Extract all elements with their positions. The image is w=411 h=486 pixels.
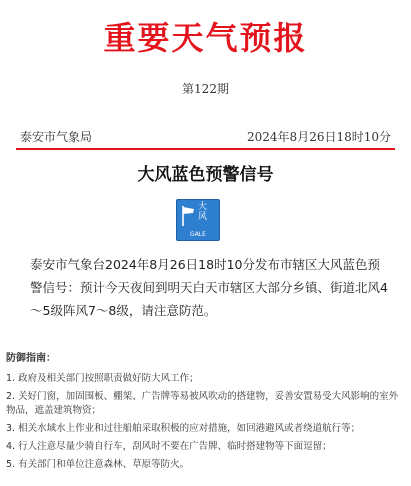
issue-datetime: 2024年8月26日18时10分	[247, 130, 391, 144]
icon-char-2: 风	[198, 212, 208, 222]
guide-title: 防御指南：	[6, 353, 56, 364]
icon-char-1: 大	[198, 202, 208, 212]
icon-footer: GALE	[190, 231, 206, 238]
issuer-name: 泰安市气象局	[20, 130, 93, 144]
guide-item: 4. 行人注意尽量少骑自行车，刮风时不要在广告牌、临时搭建物等下面逗留；	[6, 441, 332, 452]
guide-item: 1. 政府及相关部门按照职责做好防大风工作；	[6, 373, 199, 384]
header-divider	[16, 148, 395, 150]
guide-item: 3. 相关水域水上作业和过往船舶采取积极的应对措施，如回港避风或者绕道航行等；	[6, 423, 361, 434]
warning-body: 泰安市气象台2024年8月26日18时10分发布市辖区大风蓝色预警信号：预计今天夜间到明天白天市辖区大部分乡镇、街道北风4～5级阵风7～8级，请注意防范。	[30, 257, 388, 318]
guide-item: 2. 关好门窗，加固围板、棚架、广告牌等易被风吹动的搭建物，妥善安置易受大风影响的室外物品，遮盖建筑物资；	[6, 391, 399, 416]
wind-flag-icon	[179, 203, 197, 227]
defense-guide	[6, 349, 404, 476]
gale-blue-warning-icon	[176, 199, 220, 241]
guide-item: 5. 有关部门和单位注意森林、草原等防火。	[6, 459, 190, 470]
masthead-title: 重要天气预报	[103, 19, 308, 57]
warning-title: 大风蓝色预警信号	[137, 165, 274, 185]
issue-number: 第122期	[182, 82, 229, 96]
